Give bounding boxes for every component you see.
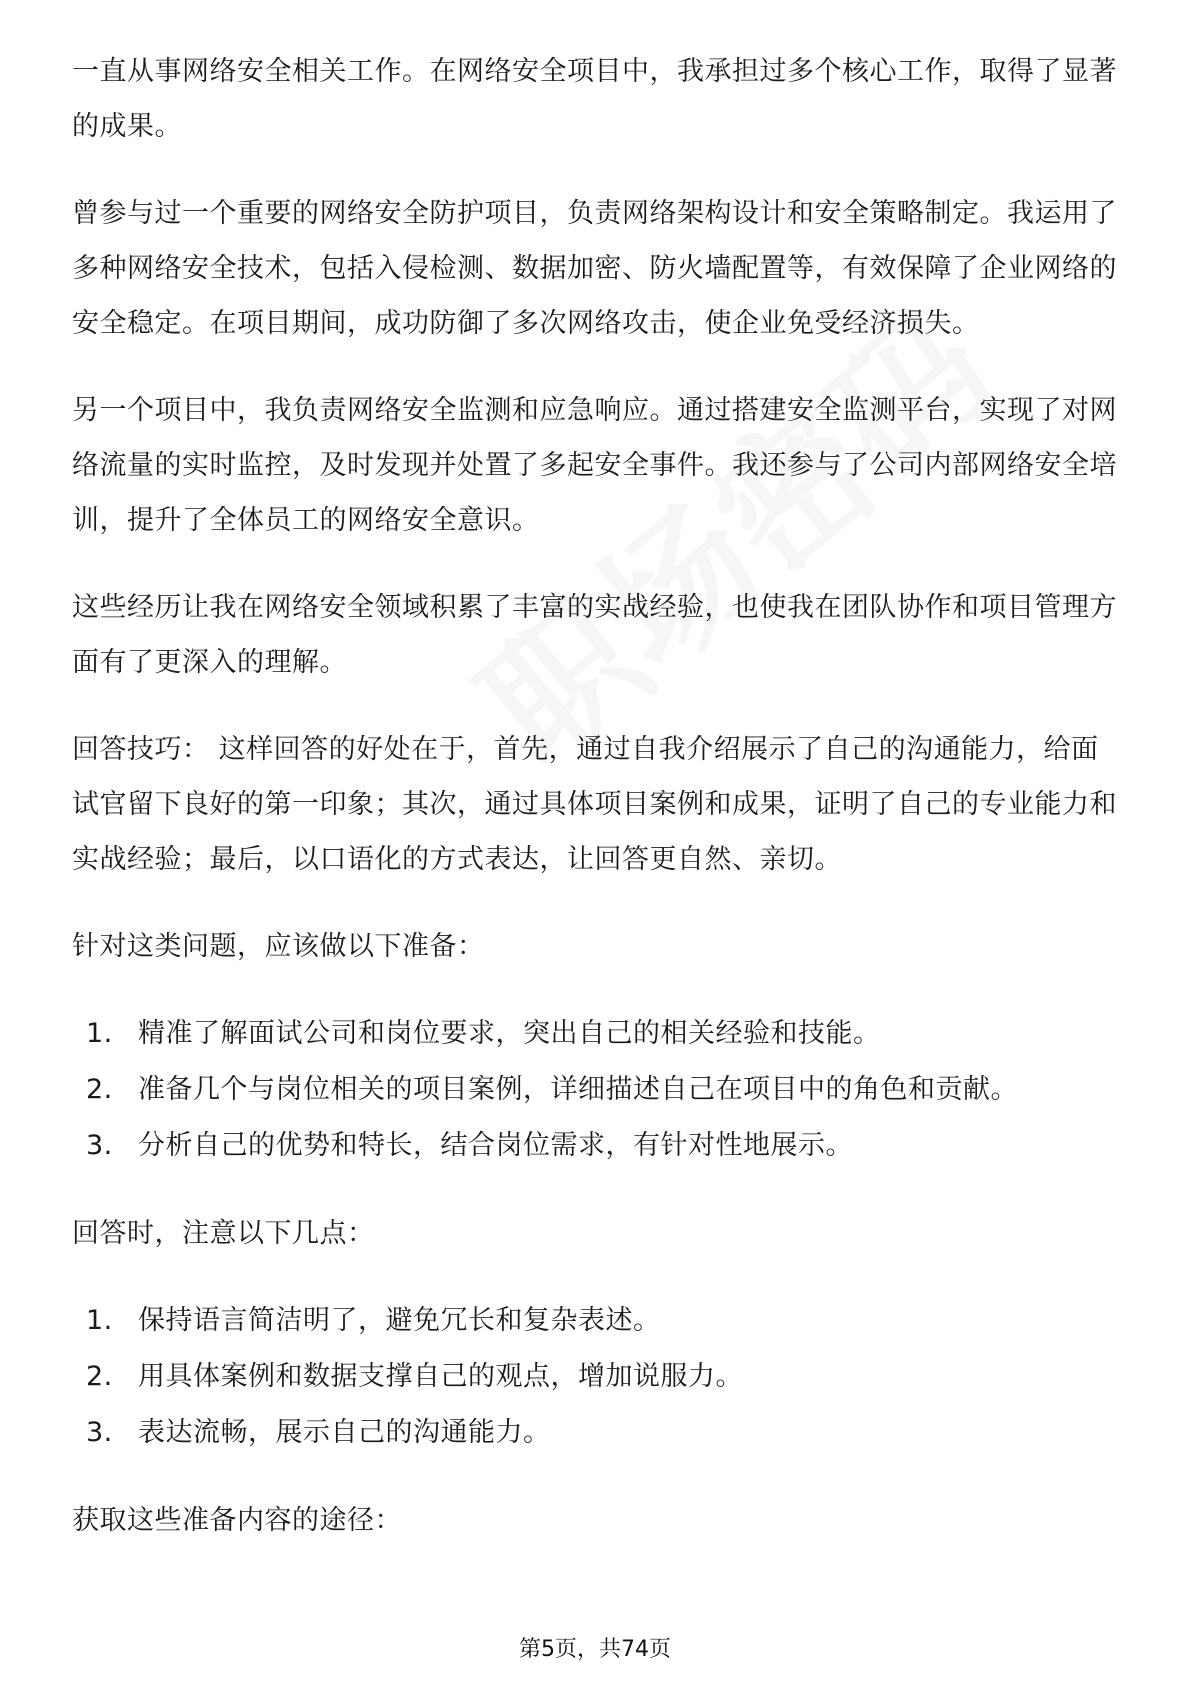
page-number: 第5页，共74页 <box>519 1637 671 1662</box>
list-text: 精准了解面试公司和岗位要求，突出自己的相关经验和技能。 <box>138 1018 881 1049</box>
list-text: 准备几个与岗位相关的项目案例，详细描述自己在项目中的角色和贡献。 <box>138 1074 1018 1105</box>
list-number: 3. <box>86 1130 113 1161</box>
list-text: 用具体案例和数据支撑自己的观点，增加说服力。 <box>138 1361 743 1392</box>
list-item <box>72 1118 1118 1174</box>
paragraph-answer-heading: 回答时，注意以下几点： <box>72 1218 375 1249</box>
list-number: 2. <box>86 1361 113 1392</box>
document-body <box>72 44 1118 1580</box>
list-number: 3. <box>86 1417 113 1448</box>
paragraph-intro: 一直从事网络安全相关工作。在网络安全项目中，我承担过多个核心工作，取得了显著的成果。 <box>72 56 1117 142</box>
paragraph-project-two: 另一个项目中，我负责网络安全监测和应急响应。通过搭建安全监测平台，实现了对网络流量的实时监控，及时发现并处置了多起安全事件。我还参与了公司内部网络安全培训，提升了全体员工的网络安全意识。 <box>72 395 1117 536</box>
paragraph-answer-tips: 回答技巧： 这样回答的好处在于，首先，通过自我介绍展示了自己的沟通能力，给面试官留下良好的第一印象；其次，通过具体项目案例和成果，证明了自己的专业能力和实战经验；最后，以口语化的方式表达，让回答更自然、亲切。 <box>72 734 1117 875</box>
list-text: 表达流畅，展示自己的沟通能力。 <box>138 1417 551 1448</box>
list-item <box>72 1293 1118 1349</box>
list-item <box>72 1349 1118 1405</box>
list-item <box>72 1062 1118 1118</box>
list-item <box>72 1405 1118 1461</box>
list-item <box>72 1006 1118 1062</box>
paragraph-sources-heading: 获取这些准备内容的途径： <box>72 1505 402 1536</box>
list-number: 1. <box>86 1018 113 1049</box>
list-text: 保持语言简洁明了，避免冗长和复杂表述。 <box>138 1305 661 1336</box>
answer-list <box>72 1293 1118 1461</box>
list-text: 分析自己的优势和特长，结合岗位需求，有针对性地展示。 <box>138 1130 853 1161</box>
list-number: 1. <box>86 1305 113 1336</box>
list-number: 2. <box>86 1074 113 1105</box>
paragraph-prep-heading: 针对这类问题，应该做以下准备： <box>72 931 485 962</box>
paragraph-summary: 这些经历让我在网络安全领域积累了丰富的实战经验，也使我在团队协作和项目管理方面有了更深入的理解。 <box>72 592 1117 678</box>
prep-list <box>72 1006 1118 1174</box>
paragraph-project-one: 曾参与过一个重要的网络安全防护项目，负责网络架构设计和安全策略制定。我运用了多种网络安全技术，包括入侵检测、数据加密、防火墙配置等，有效保障了企业网络的安全稳定。在项目期间，成功防御了多次网络攻击，使企业免受经济损失。 <box>72 198 1117 339</box>
